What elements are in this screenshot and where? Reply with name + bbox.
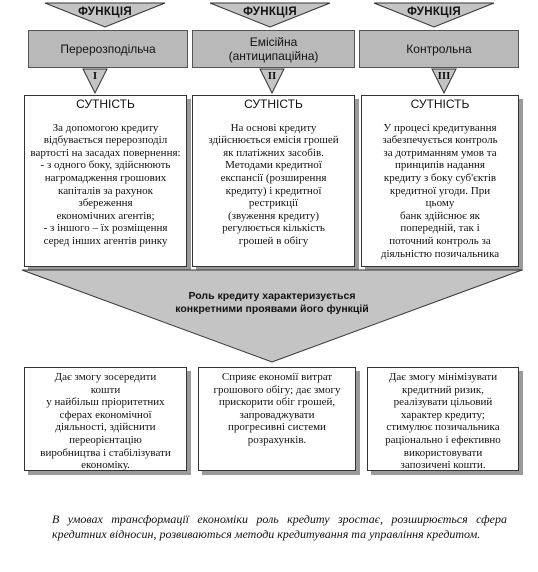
function-1-effect-box: Дає змогу зосередити кошти у найбільш пріоритетних сферах економічної діяльності, здійснити переорієнтацію виробництва і стабілізувати економіку. (24, 367, 187, 471)
function-1-label: ФУНКЦІЯ (78, 6, 132, 18)
function-2-essence-box (192, 95, 355, 267)
function-3-name-text: Контрольна (406, 42, 472, 56)
caption-text: В умовах трансформації економіки роль кредиту зростає, розширюється сфера кредитних відносин, розвиваються методи кредитування та управління кредитом. (52, 512, 507, 541)
summary-arrow-line2: конкретними проявами його функцій (175, 303, 369, 315)
function-1-essence-box (24, 95, 187, 267)
function-3-essence-box (361, 95, 519, 267)
function-3-label: ФУНКЦІЯ (407, 6, 461, 18)
function-1-name (28, 30, 188, 68)
function-1-essence-title: СУТНІСТЬ (76, 97, 135, 111)
function-2-essence-title: СУТНІСТЬ (244, 97, 303, 111)
summary-arrow-line1: Роль кредиту характеризується (188, 290, 356, 302)
function-3-effect-box: Дає змогу мінімізувати кредитний ризик, реалізувати цільовий характер кредиту; стимулює позичальника раціонально і ефективно використовувати запозичені кошти. (367, 367, 519, 471)
function-1-roman: І (92, 70, 98, 82)
function-3-essence-title: СУТНІСТЬ (410, 97, 470, 111)
function-3-roman: ІІІ (437, 70, 451, 82)
function-1-name-text: Перерозподільча (60, 42, 156, 56)
function-1-essence-text: За допомогою кредиту відбувається перерозподіл вартості на засадах повернення: - з одного боку, здійснюють нагромадження грошових капіталів за рахунок збереження економічних агентів; - з іншого – їх розміщення серед інших агентів ринку (30, 121, 181, 247)
function-2-name-subtext: (антиципаційна) (228, 49, 319, 63)
summary-arrow-text (130, 290, 414, 316)
function-2-effect-box: Сприяє економії витрат грошового обігу; дає змогу прискорити обіг грошей, запроваджувати прогресивні системи розрахунків. (198, 367, 356, 471)
function-3-name (359, 30, 519, 68)
function-2-label: ФУНКЦІЯ (243, 6, 297, 18)
summary-arrow (20, 268, 524, 364)
function-2-essence-text: На основі кредиту здійснюється емісія грошей як платіжних засобів. Методами кредитної експансії (розширення кредиту) і кредитної рестрикції (звуження кредиту) регулюється кількість грошей в обігу (208, 121, 339, 247)
function-3-essence-text: У процесі кредитування забезпечується контроль за дотриманням умов та принципів надання кредиту з боку суб'єктів кредитної угоди. При цьому банк здійснює як попередній, так і поточний контроль за діяльністю позичальника (380, 121, 500, 260)
function-2-name (192, 30, 355, 68)
function-2-roman: ІІ (267, 70, 277, 82)
function-2-name-text: Емісійна (249, 35, 298, 49)
